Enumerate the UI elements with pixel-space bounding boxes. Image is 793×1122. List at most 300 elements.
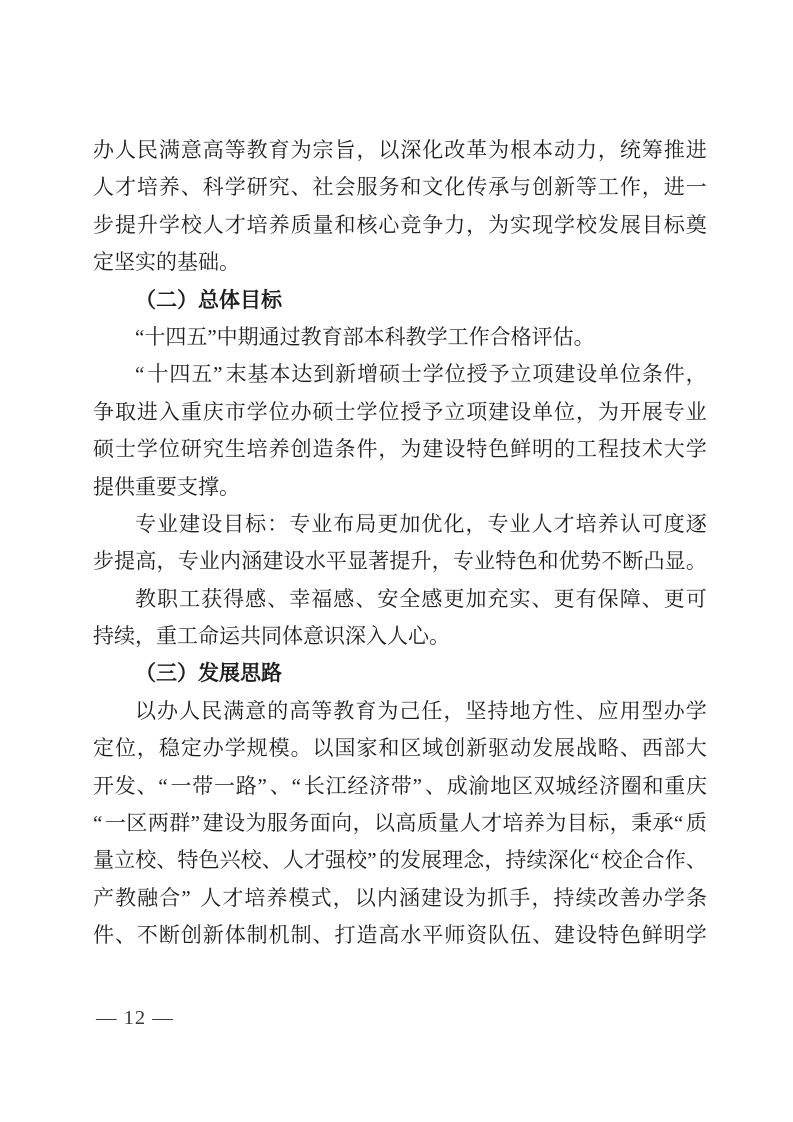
glyph: 才 — [481, 811, 503, 836]
glyph: 开 — [93, 773, 114, 798]
glyph: ， — [466, 212, 488, 237]
glyph: 江 — [325, 773, 347, 798]
glyph: 渝 — [468, 773, 490, 798]
glyph: 优 — [558, 549, 580, 574]
glyph: 可 — [641, 511, 663, 536]
glyph: 保 — [597, 586, 619, 611]
glyph: 理 — [442, 848, 464, 873]
glyph: ， — [332, 885, 354, 910]
body-line — [93, 169, 707, 206]
glyph: 予 — [422, 399, 444, 424]
body-line — [93, 693, 707, 730]
glyph: 标 — [245, 511, 267, 536]
glyph: 建 — [179, 511, 201, 536]
glyph: 发 — [399, 848, 421, 873]
glyph: 内 — [220, 549, 242, 574]
glyph: 高 — [395, 811, 417, 836]
glyph: ， — [136, 736, 158, 761]
glyph: 西 — [641, 736, 663, 761]
glyph: ” — [257, 773, 267, 798]
glyph: ， — [378, 437, 400, 462]
glyph: ， — [156, 549, 178, 574]
glyph: ， — [575, 399, 597, 424]
glyph: 的 — [378, 848, 400, 873]
glyph: 、 — [290, 175, 312, 200]
glyph: 承 — [488, 175, 510, 200]
glyph: 更 — [377, 511, 399, 536]
glyph: 服 — [356, 175, 378, 200]
glyph: 业 — [157, 511, 179, 536]
glyph: 建 — [202, 811, 224, 836]
glyph: 内 — [376, 885, 398, 910]
glyph: “ — [158, 773, 168, 798]
glyph: 局 — [355, 511, 377, 536]
glyph: 建 — [554, 923, 576, 948]
glyph: 等 — [575, 175, 597, 200]
glyph: 开 — [619, 399, 641, 424]
paragraph — [93, 581, 707, 656]
glyph: 续 — [575, 885, 597, 910]
glyph: 术 — [641, 437, 663, 462]
glyph: 涵 — [398, 885, 420, 910]
section-heading: （三）发展思路 — [135, 661, 282, 686]
glyph: 教 — [135, 586, 156, 611]
glyph: 、 — [180, 175, 202, 200]
glyph: 核 — [356, 212, 378, 237]
glyph: 培 — [246, 212, 268, 237]
glyph: 全 — [399, 586, 421, 611]
glyph: 学 — [224, 175, 246, 200]
glyph: 升 — [136, 212, 158, 237]
glyph: 动 — [510, 736, 532, 761]
glyph: “ — [589, 848, 600, 873]
glyph: 方 — [531, 698, 553, 723]
glyph: 重 — [180, 399, 202, 424]
glyph: 统 — [619, 138, 641, 162]
glyph: 更 — [553, 586, 575, 611]
glyph: 充 — [487, 586, 509, 611]
glyph: 目 — [566, 811, 588, 836]
glyph: 应 — [597, 698, 619, 723]
glyph: 业 — [509, 511, 531, 536]
glyph: 任 — [421, 698, 443, 723]
glyph: 和 — [537, 549, 559, 574]
glyph: 培 — [136, 175, 158, 200]
glyph: 条 — [334, 437, 356, 462]
glyph: 创 — [532, 175, 554, 200]
glyph: 、 — [114, 923, 136, 948]
glyph: 不 — [601, 549, 623, 574]
glyph: 业 — [685, 399, 707, 424]
glyph: 生 — [224, 437, 246, 462]
glyph: 成 — [446, 773, 468, 798]
body-line — [93, 356, 707, 393]
glyph: 资 — [466, 923, 488, 948]
glyph: 涵 — [241, 549, 263, 574]
glyph: 深 — [547, 848, 569, 873]
glyph: 力 — [444, 212, 466, 237]
glyph: 一 — [214, 773, 236, 798]
glyph: 一 — [170, 773, 192, 798]
section-heading: （二）总体目标 — [135, 287, 282, 312]
glyph: 加 — [399, 511, 421, 536]
glyph: 本 — [269, 362, 291, 387]
glyph: 略 — [597, 736, 619, 761]
glyph: 社 — [312, 175, 334, 200]
glyph: 学 — [685, 698, 707, 723]
glyph: 展 — [554, 736, 576, 761]
glyph: 济 — [369, 773, 391, 798]
glyph: 件 — [356, 437, 378, 462]
glyph: ， — [531, 885, 553, 910]
glyph: “ — [135, 362, 145, 387]
glyph: 明 — [663, 923, 685, 948]
glyph: 区 — [126, 811, 148, 836]
glyph: 研 — [246, 175, 268, 200]
glyph: 人 — [179, 698, 201, 723]
glyph: 硕 — [93, 437, 114, 462]
glyph: 发 — [114, 773, 136, 798]
glyph: 特 — [495, 549, 517, 574]
glyph: 带 — [192, 773, 214, 798]
glyph: 为 — [597, 399, 619, 424]
glyph: 设 — [575, 923, 597, 948]
glyph: 为 — [465, 885, 487, 910]
glyph: 育 — [355, 698, 377, 723]
body-line: 定坚实的基础。 — [93, 250, 240, 275]
glyph: 培 — [244, 885, 266, 910]
glyph: 办 — [290, 399, 312, 424]
glyph: 设 — [444, 437, 466, 462]
glyph: 士 — [400, 362, 422, 387]
glyph: 程 — [597, 437, 619, 462]
glyph: 、 — [136, 773, 158, 798]
glyph: 位 — [268, 399, 290, 424]
glyph: 化 — [568, 848, 590, 873]
glyph: ， — [609, 811, 631, 836]
glyph: 旨 — [334, 138, 356, 162]
glyph: 以 — [135, 698, 156, 723]
glyph: 学 — [356, 399, 378, 424]
glyph: 专 — [135, 511, 156, 536]
glyph: 目 — [223, 511, 245, 536]
glyph: 伍 — [510, 923, 532, 948]
glyph: 设 — [443, 885, 465, 910]
glyph: 、 — [312, 923, 334, 948]
glyph: 色 — [619, 923, 641, 948]
glyph: “ — [93, 811, 103, 836]
glyph: 务 — [378, 175, 400, 200]
glyph: ” — [412, 773, 422, 798]
glyph: 为 — [245, 811, 267, 836]
glyph: 庆 — [685, 773, 707, 798]
glyph: 单 — [598, 362, 620, 387]
glyph — [194, 880, 199, 917]
glyph: 业 — [198, 549, 220, 574]
glyph: 务 — [288, 811, 310, 836]
glyph: 建 — [262, 549, 284, 574]
glyph: 部 — [663, 736, 685, 761]
glyph: 新 — [466, 736, 488, 761]
glyph: 型 — [641, 698, 663, 723]
glyph: 校 — [240, 848, 262, 873]
glyph: 步 — [93, 549, 114, 574]
glyph: 为 — [377, 698, 399, 723]
glyph: 加 — [465, 586, 487, 611]
glyph: 新 — [202, 923, 224, 948]
glyph: 为 — [290, 138, 312, 162]
glyph: ， — [465, 511, 487, 536]
glyph: 专 — [289, 511, 311, 536]
glyph: 提 — [389, 549, 411, 574]
glyph: 庆 — [202, 399, 224, 424]
glyph: 位 — [378, 399, 400, 424]
glyph: 条 — [641, 362, 663, 387]
glyph: 学 — [224, 736, 246, 761]
glyph: 得 — [223, 586, 245, 611]
glyph: 为 — [400, 437, 422, 462]
glyph: 大 — [663, 437, 685, 462]
glyph: 善 — [619, 885, 641, 910]
glyph: 水 — [304, 549, 326, 574]
glyph: 标 — [663, 212, 685, 237]
glyph: 人 — [200, 885, 222, 910]
glyph: 科 — [202, 175, 224, 200]
glyph: 士 — [114, 437, 136, 462]
glyph: 区 — [511, 773, 533, 798]
body-line — [93, 880, 707, 917]
glyph: 量 — [93, 848, 114, 873]
glyph: 式 — [310, 885, 332, 910]
glyph: 一 — [685, 175, 707, 200]
glyph: ” — [367, 848, 377, 873]
glyph: 究 — [202, 437, 224, 462]
glyph: 四 — [169, 362, 191, 387]
glyph: 实 — [510, 212, 532, 237]
glyph: 强 — [325, 848, 347, 873]
glyph: 技 — [619, 437, 641, 462]
glyph: 学 — [246, 399, 268, 424]
glyph: 研 — [180, 437, 202, 462]
glyph: 凸 — [643, 549, 665, 574]
glyph: 群 — [169, 811, 191, 836]
glyph: 提 — [114, 549, 136, 574]
page-number: — 12 — — [96, 1007, 174, 1029]
glyph: 筹 — [641, 138, 663, 162]
glyph: 学 — [422, 362, 444, 387]
glyph: 和 — [642, 773, 664, 798]
glyph: 现 — [532, 212, 554, 237]
glyph: 才 — [553, 511, 575, 536]
glyph: 更 — [663, 586, 685, 611]
glyph: 福 — [311, 586, 333, 611]
glyph: 建 — [421, 885, 443, 910]
document-body — [93, 132, 707, 955]
glyph: 取 — [114, 399, 136, 424]
glyph: 高 — [135, 549, 157, 574]
glyph: 以 — [354, 885, 376, 910]
glyph: 予 — [488, 362, 510, 387]
glyph: 人 — [531, 511, 553, 536]
paragraph — [93, 506, 707, 581]
glyph: 本 — [532, 138, 554, 162]
glyph: 为 — [488, 212, 510, 237]
glyph: 续 — [526, 848, 548, 873]
glyph: 人 — [202, 212, 224, 237]
glyph: 平 — [422, 923, 444, 948]
glyph: 项 — [466, 399, 488, 424]
glyph: 鲜 — [510, 437, 532, 462]
glyph: 设 — [224, 811, 246, 836]
glyph: 竞 — [400, 212, 422, 237]
glyph: 制 — [246, 923, 268, 948]
glyph: 民 — [136, 138, 158, 162]
glyph: 学 — [685, 437, 707, 462]
glyph: 改 — [597, 885, 619, 910]
glyph: 进 — [136, 399, 158, 424]
glyph: ， — [443, 698, 465, 723]
glyph: 优 — [421, 511, 443, 536]
glyph: ” — [181, 885, 191, 910]
glyph: 末 — [225, 362, 247, 387]
glyph: 养 — [523, 811, 545, 836]
glyph: 城 — [555, 773, 577, 798]
glyph: 展 — [619, 212, 641, 237]
glyph: 才 — [114, 175, 136, 200]
glyph: 展 — [641, 399, 663, 424]
glyph: 民 — [201, 698, 223, 723]
glyph: 工 — [575, 437, 597, 462]
glyph: 办 — [663, 698, 685, 723]
glyph: 明 — [532, 437, 554, 462]
glyph: 融 — [137, 885, 159, 910]
glyph: 域 — [422, 736, 444, 761]
glyph: 十 — [147, 362, 169, 387]
glyph: 建 — [422, 437, 444, 462]
glyph: 意 — [180, 138, 202, 162]
glyph: 建 — [554, 362, 576, 387]
glyph: 专 — [487, 511, 509, 536]
glyph: 特 — [466, 437, 488, 462]
glyph: 合 — [643, 848, 665, 873]
glyph: 究 — [268, 175, 290, 200]
glyph: 色 — [488, 437, 510, 462]
glyph: 著 — [368, 549, 390, 574]
glyph: 创 — [444, 736, 466, 761]
glyph: 区 — [400, 736, 422, 761]
glyph: 职 — [157, 586, 179, 611]
glyph: 己 — [399, 698, 421, 723]
glyph: 位 — [114, 736, 136, 761]
glyph: 水 — [400, 923, 422, 948]
glyph: 手 — [509, 885, 531, 910]
glyph: 念 — [463, 848, 485, 873]
glyph: 布 — [333, 511, 355, 536]
glyph: 化 — [443, 511, 465, 536]
glyph: 势 — [579, 549, 601, 574]
glyph: 与 — [510, 175, 532, 200]
glyph: 化 — [444, 175, 466, 200]
glyph: 才 — [222, 885, 244, 910]
glyph: 持 — [553, 885, 575, 910]
glyph: 持 — [505, 848, 527, 873]
glyph: 稳 — [158, 736, 180, 761]
glyph: 发 — [597, 212, 619, 237]
glyph: 人 — [114, 138, 136, 162]
glyph: 人 — [93, 175, 114, 200]
glyph: 获 — [201, 586, 223, 611]
glyph: ” — [213, 362, 223, 387]
glyph: 制 — [290, 923, 312, 948]
glyph: 人 — [282, 848, 304, 873]
body-line — [93, 805, 707, 842]
glyph: 长 — [303, 773, 325, 798]
glyph: 条 — [685, 885, 707, 910]
glyph: 高 — [289, 698, 311, 723]
glyph: 授 — [400, 399, 422, 424]
glyph: 驱 — [488, 736, 510, 761]
glyph: 重 — [664, 773, 686, 798]
glyph: 创 — [180, 923, 202, 948]
glyph: 服 — [266, 811, 288, 836]
glyph: 国 — [334, 736, 356, 761]
glyph: 实 — [509, 586, 531, 611]
glyph: 育 — [268, 138, 290, 162]
paragraph — [93, 282, 707, 319]
glyph: 业 — [474, 549, 496, 574]
glyph: 等 — [311, 698, 333, 723]
glyph: 、 — [619, 736, 641, 761]
glyph: 化 — [422, 138, 444, 162]
glyph: 不 — [136, 923, 158, 948]
glyph: 设 — [283, 549, 305, 574]
glyph: 人 — [459, 811, 481, 836]
glyph: 才 — [303, 848, 325, 873]
glyph: 革 — [466, 138, 488, 162]
glyph: 、 — [267, 586, 289, 611]
body-line: “十四五”中期通过教育部本科教学工作合格评估。 — [135, 324, 595, 349]
glyph: 基 — [247, 362, 269, 387]
glyph: 设 — [201, 511, 223, 536]
glyph: 障 — [619, 586, 641, 611]
glyph: 校 — [346, 848, 368, 873]
body-line — [93, 132, 707, 169]
glyph: 力 — [575, 138, 597, 162]
glyph: 校 — [601, 848, 623, 873]
glyph: 的 — [554, 437, 576, 462]
glyph: ， — [484, 848, 506, 873]
glyph: 战 — [575, 736, 597, 761]
glyph: 可 — [685, 586, 707, 611]
glyph: 会 — [334, 175, 356, 200]
glyph: 的 — [267, 698, 289, 723]
glyph: 学 — [685, 923, 707, 948]
glyph: 达 — [291, 362, 313, 387]
glyph: ” — [190, 811, 200, 836]
glyph: 满 — [158, 138, 180, 162]
body-line — [93, 768, 707, 805]
glyph: “ — [673, 811, 684, 836]
glyph: 师 — [444, 923, 466, 948]
glyph: 校 — [180, 212, 202, 237]
glyph: 根 — [510, 138, 532, 162]
glyph: 到 — [313, 362, 335, 387]
glyph: ， — [597, 138, 619, 162]
glyph: 培 — [502, 811, 524, 836]
glyph: 机 — [268, 923, 290, 948]
body-line — [93, 917, 707, 954]
glyph: 单 — [532, 399, 554, 424]
